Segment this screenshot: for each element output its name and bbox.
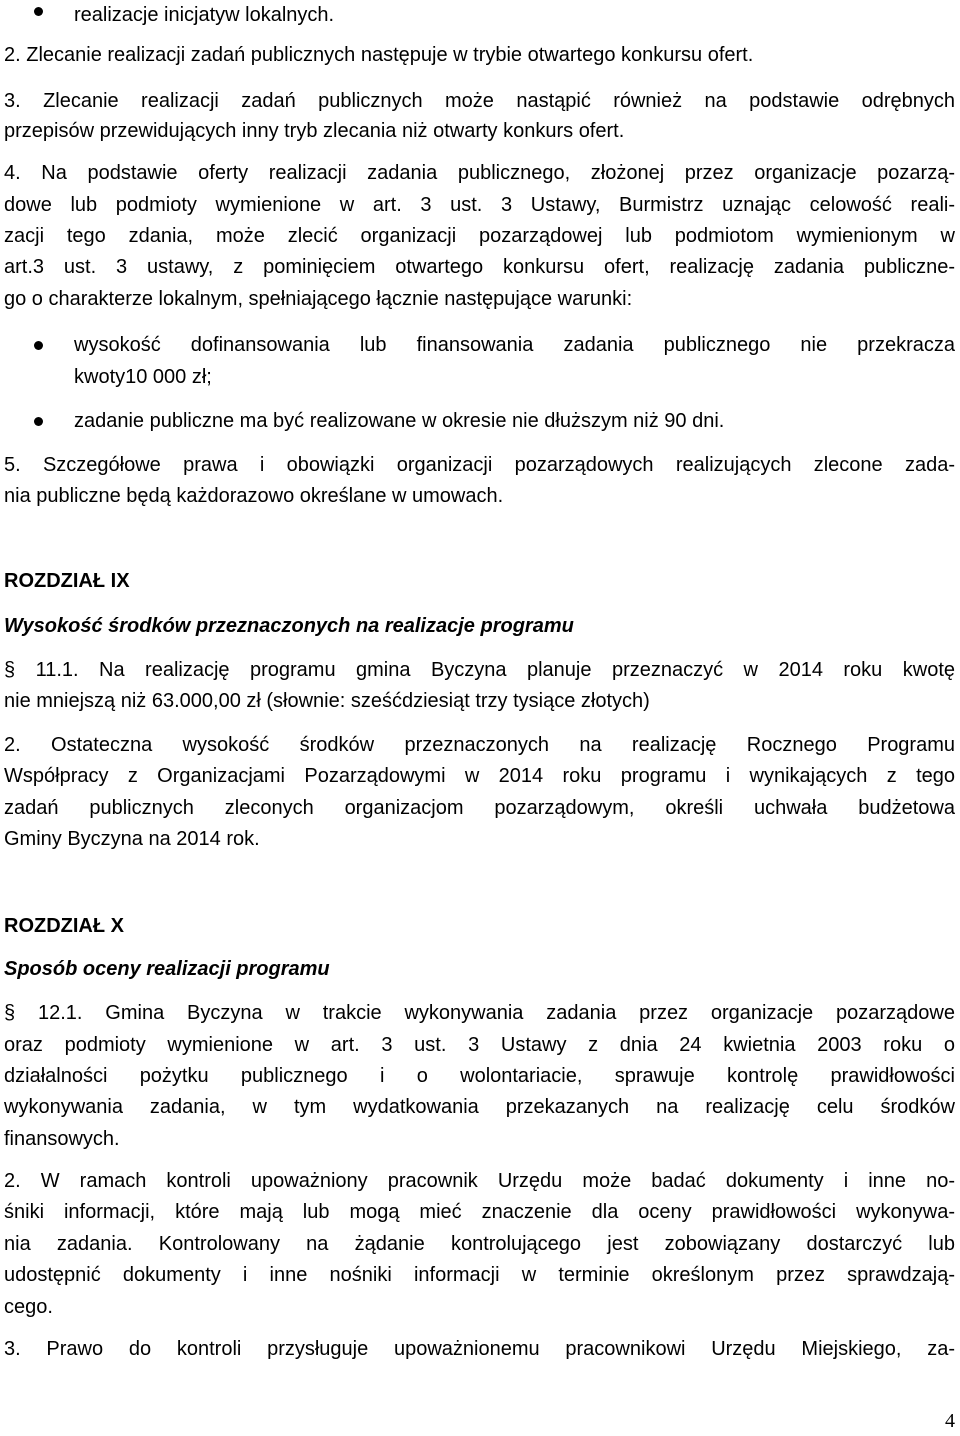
bullet (34, 7, 43, 16)
paragraph-line: zacji tego zdania, może zlecić organizacji pozarządowej lub podmiotom wymienionym w (4, 225, 955, 247)
bullet-item-text: wysokość dofinansowania lub finansowania zadania publicznego nie przekracza (74, 334, 955, 356)
paragraph-line: nia publiczne będą każdorazowo określane w umowach. (4, 485, 504, 507)
bullet (34, 417, 43, 426)
paragraph-line: cego. (4, 1296, 53, 1318)
chapter-subheading: Sposób oceny realizacji programu (4, 958, 330, 980)
paragraph-line: 3. Zlecanie realizacji zadań publicznych może nastąpić również na podstawie odrębnych (4, 90, 955, 112)
paragraph-line: go o charakterze lokalnym, spełniającego łącznie następujące warunki: (4, 288, 633, 310)
paragraph-line: Gminy Byczyna na 2014 rok. (4, 828, 260, 850)
page-number: 4 (945, 1410, 955, 1432)
paragraph-line: 4. Na podstawie oferty realizacji zadania publicznego, złożonej przez organizacje pozarzą- (4, 162, 955, 184)
paragraph-line: 2. Ostateczna wysokość środków przeznaczonych na realizację Rocznego Programu (4, 734, 955, 756)
paragraph-line: 2. W ramach kontroli upoważniony pracownik Urzędu może badać dokumenty i inne no- (4, 1170, 955, 1192)
paragraph-line: zadań publicznych zleconych organizacjom pozarządowym, określi uchwała budżetowa (4, 797, 955, 819)
paragraph-line: Współpracy z Organizacjami Pozarządowymi w 2014 roku programu i wynikających z tego (4, 765, 955, 787)
bullet (34, 341, 43, 350)
paragraph-line: § 11.1. Na realizację programu gmina Byczyna planuje przeznaczyć w 2014 roku kwotę (4, 659, 955, 681)
paragraph-line: finansowych. (4, 1128, 120, 1150)
paragraph-line: art.3 ust. 3 ustawy, z pominięciem otwartego konkursu ofert, realizację zadania publiczne- (4, 256, 955, 278)
paragraph-line: wykonywania zadania, w tym wydatkowania przekazanych na realizację celu środków (4, 1096, 955, 1118)
paragraph-line: § 12.1. Gmina Byczyna w trakcie wykonywania zadania przez organizacje pozarządowe (4, 1002, 955, 1024)
paragraph-line: nia zadania. Kontrolowany na żądanie kontrolującego jest zobowiązany dostarczyć lub (4, 1233, 955, 1255)
bullet-item-text: zadanie publiczne ma być realizowane w okresie nie dłuższym niż 90 dni. (74, 410, 725, 432)
paragraph-line: przepisów przewidujących inny tryb zlecania niż otwarty konkurs ofert. (4, 120, 625, 142)
paragraph-line: 3. Prawo do kontroli przysługuje upoważnionemu pracownikowi Urzędu Miejskiego, za- (4, 1338, 955, 1360)
paragraph-line: nie mniejszą niż 63.000,00 zł (słownie: sześćdziesiąt trzy tysiące złotych) (4, 690, 650, 712)
bullet-item-text: kwoty10 000 zł; (74, 366, 212, 388)
chapter-heading: ROZDZIAŁ X (4, 915, 124, 937)
paragraph-line: 5. Szczegółowe prawa i obowiązki organizacji pozarządowych realizujących zlecone zada- (4, 454, 955, 476)
paragraph-line: udostępnić dokumenty i inne nośniki informacji w terminie określonym przez sprawdzają- (4, 1264, 955, 1286)
paragraph-line: działalności pożytku publicznego i o wolontariacie, sprawuje kontrolę prawidłowości (4, 1065, 955, 1087)
chapter-heading: ROZDZIAŁ IX (4, 570, 130, 592)
paragraph-line: 2. Zlecanie realizacji zadań publicznych następuje w trybie otwartego konkursu ofert. (4, 44, 754, 66)
chapter-subheading: Wysokość środków przeznaczonych na realizacje programu (4, 615, 574, 637)
paragraph-line: oraz podmioty wymienione w art. 3 ust. 3 Ustawy z dnia 24 kwietnia 2003 roku o (4, 1034, 955, 1056)
bullet-item-text: realizacje inicjatyw lokalnych. (74, 4, 335, 26)
paragraph-line: śniki informacji, które mają lub mogą mieć znaczenie dla oceny prawidłowości wykonywa- (4, 1201, 955, 1223)
paragraph-line: dowe lub podmioty wymienione w art. 3 ust. 3 Ustawy, Burmistrz uznając celowość reali- (4, 194, 955, 216)
